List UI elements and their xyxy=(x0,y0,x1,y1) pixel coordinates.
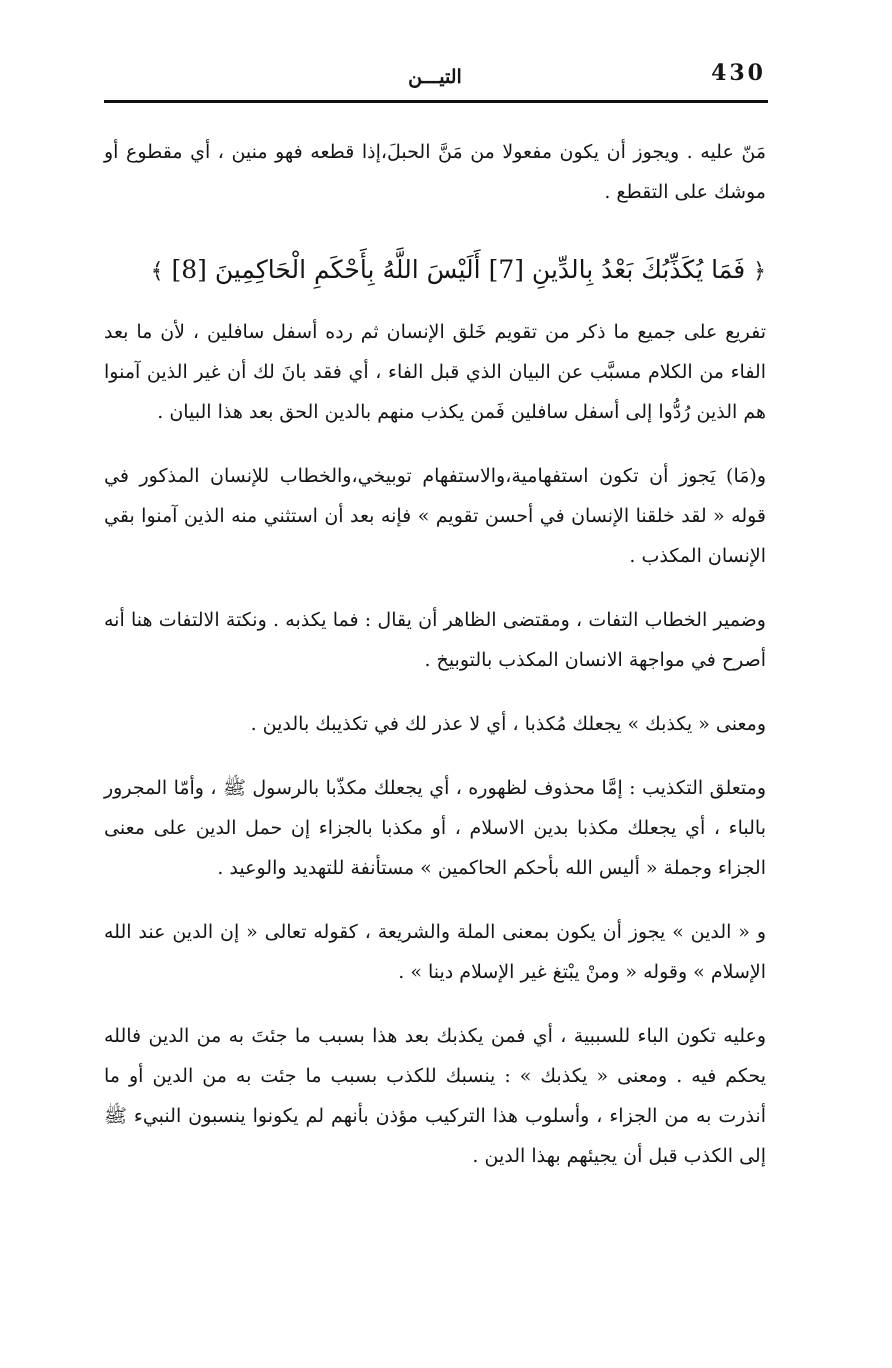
header-rule xyxy=(104,100,768,103)
running-title: التيـــن xyxy=(408,66,462,88)
paragraph-iltifat: وضمير الخطاب التفات ، ومقتضى الظاهر أن يقال : فما يكذبه . ونكتة الالتفات هنا أنه أصرح في مواجهة الانسان المكذب بالتوبيخ . xyxy=(104,609,766,671)
verse-open-bracket: ﴿ xyxy=(753,259,766,284)
paragraph-yukadhibuka-meaning: ومعنى « يكذبك » يجعلك مُكذبا ، أي لا عذر لك في تكذيبك بالدين . xyxy=(250,713,766,735)
paragraph-ba-sababiyya: وعليه تكون الباء للسببية ، أي فمن يكذبك بعد هذا بسبب ما جئتَ به من الدين فالله يحكم فيه . ومعنى « يكذبك » : ينسبك للكذب بسبب ما جئت به من الدين أو ما أنذرت به من الجزاء ، وأسلوب هذا التركيب مؤذن بأنهم لم يكونوا ينسبون النبيء ﷺ إلى الكذب قبل أن يجيئهم بهذا الدين . xyxy=(104,1025,766,1167)
page-header xyxy=(104,58,766,94)
quran-verse xyxy=(104,242,766,300)
paragraph-continuation: مَنّ عليه . ويجوز أن يكون مفعولا من مَنَّ الحبلَ،إذا قطعه فهو منين ، أي مقطوع أو موشك على التقطع . xyxy=(104,141,766,203)
verse-text: فَمَا يُكَذِّبُكَ بَعْدُ بِالدِّينِ [7] أَلَيْسَ اللَّهُ بِأَحْكَمِ الْحَاكِمِينَ [8] xyxy=(171,255,746,284)
paragraph-mutaallaq-takdhib: ومتعلق التكذيب : إمَّا محذوف لظهوره ، أي يجعلك مكذّبا بالرسول ﷺ ، وأمّا المجرور بالباء ، أي يجعلك مكذبا بدين الاسلام ، أو مكذبا بالجزاء إن حمل الدين على معنى الجزاء وجملة « أليس الله بأحكم الحاكمين » مستأنفة للتهديد والوعيد . xyxy=(104,777,766,879)
page-number: 430 xyxy=(711,60,766,86)
verse-close-bracket: ﴾ xyxy=(150,259,164,284)
paragraph-al-din: و « الدين » يجوز أن يكون بمعنى الملة والشريعة ، كقوله تعالى « إن الدين عند الله الإسلام » وقوله « ومنْ يبْتغ غير الإسلام دينا » . xyxy=(104,921,766,983)
page-body xyxy=(104,132,766,1200)
paragraph-tafreeh: تفريع على جميع ما ذكر من تقويم خَلق الإنسان ثم رده أسفل سافلين ، لأن ما بعد الفاء من الكلام مسبَّب عن البيان الذي قبل الفاء ، أي فقد بانَ لك أن غير الذين آمنوا هم الذين رُدُّوا إلى أسفل سافلين فَمن يكذب منهم بالدين الحق بعد هذا البيان . xyxy=(104,321,766,423)
paragraph-ma-istifham: و(مَا) يَجوز أن تكون استفهامية،والاستفهام توبيخي،والخطاب للإنسان المذكور في قوله « لقد خلقنا الإنسان في أحسن تقويم » فإنه بعد أن استثني منه الذين آمنوا بقي الإنسان المكذب . xyxy=(104,465,766,567)
